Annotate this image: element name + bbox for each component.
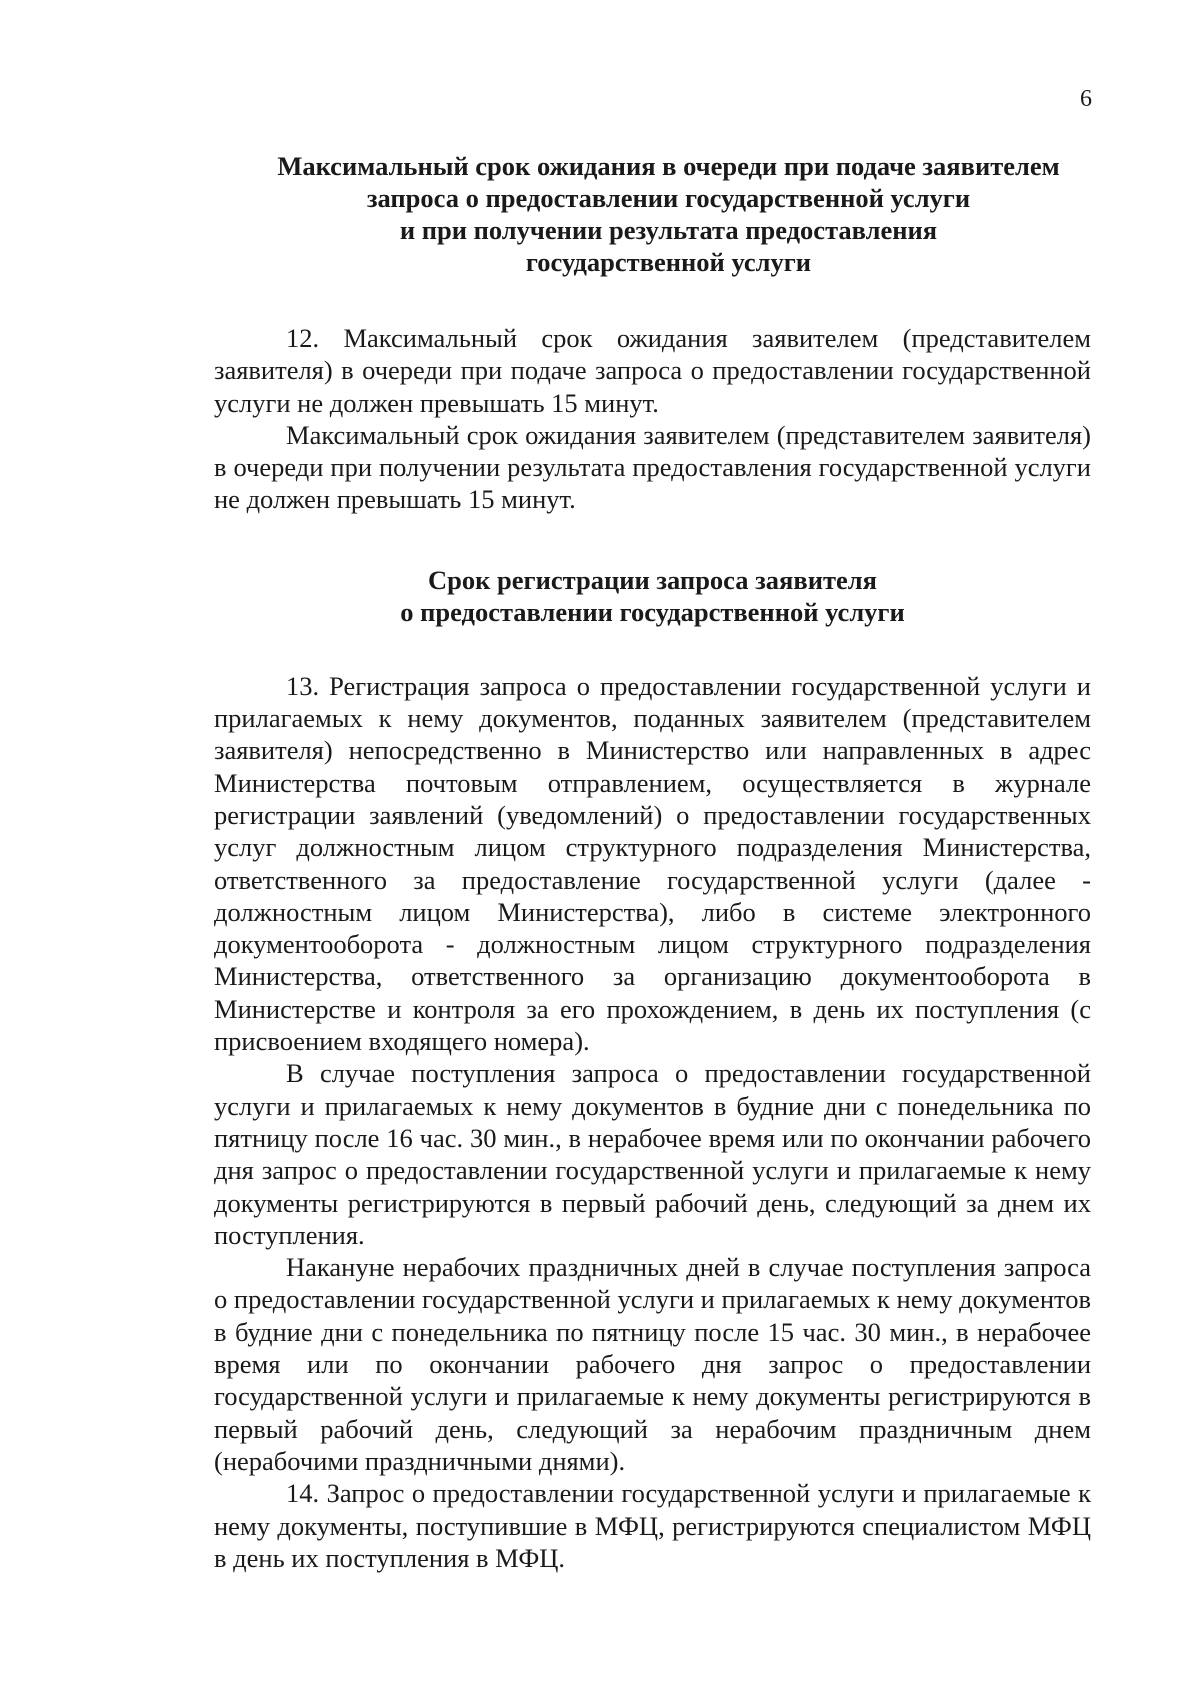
heading-line: Срок регистрации запроса заявителя [428,564,877,595]
paragraph-13: 13. Регистрация запроса о предоставлении государственной услуги и прилагаемых к нему документов, поданных заявителем (представителем заявителя) непосредственно в Министерство или направленных в адрес Министерства почтовым отправлением, осуществляется в журнале регистрации заявлений (уведомлений) о предоставлении государственных услуг должностным лицом структурного подразделения Министерства, ответственного за предоставление государственной услуги (далее - должностным лицом Министерства), либо в системе электронного документооборота - должностным лицом структурного подразделения Министерства, ответственного за организацию документооборота в Министерстве и контроля за его прохождением, в день их поступления (с присвоением входящего номера). [214,670,1091,1057]
paragraph-13-holidays: Накануне нерабочих праздничных дней в случае поступления запроса о предоставлении государственной услуги и прилагаемых к нему документов в будние дни с понедельника по пятницу после 15 час. 30 мин., в нерабочее время или по окончании рабочего дня запрос о предоставлении государственной услуги и прилагаемые к нему документы регистрируются в первый рабочий день, следующий за нерабочим праздничным днем (нерабочими праздничными днями). [214,1252,1091,1476]
paragraph-12: 12. Максимальный срок ожидания заявителем (представителем заявителя) в очереди при подаче запроса о предоставлении государственной услуги не должен превышать 15 минут. [214,323,1091,418]
page-number: 6 [1080,86,1092,112]
heading-line: и при получении результата предоставления [399,215,938,245]
heading-line: о предоставлении государственной услуги [400,596,905,627]
heading-line: Максимальный срок ожидания в очереди при подаче заявителем [277,151,1060,181]
paragraph-12-continued: Максимальный срок ожидания заявителем (представителем заявителя) в очереди при получении результата предоставления государственной услуги не должен превышать 15 минут. [214,419,1091,515]
paragraph-14: 14. Запрос о предоставлении государственной услуги и прилагаемые к нему документы, поступившие в МФЦ, регистрируются специалистом МФЦ в день их поступления в МФЦ. [214,1478,1091,1573]
section-heading-registration-time [214,564,1091,628]
paragraph-13-after-hours: В случае поступления запроса о предоставлении государственной услуги и прилагаемых к нему документов в будние дни с понедельника по пятницу после 16 час. 30 мин., в нерабочее время или по окончании рабочего дня запрос о предоставлении государственной услуги и прилагаемые к нему документы регистрируются в первый рабочий день, следующий за днем их поступления. [214,1058,1091,1250]
section-registration-time-body [214,670,1091,1574]
section-heading-waiting-time [230,150,1107,278]
heading-line: запроса о предоставлении государственной услуги [366,183,971,213]
document-body [214,150,1091,1574]
heading-line: государственной услуги [525,247,812,277]
section-waiting-time-body [214,322,1091,516]
